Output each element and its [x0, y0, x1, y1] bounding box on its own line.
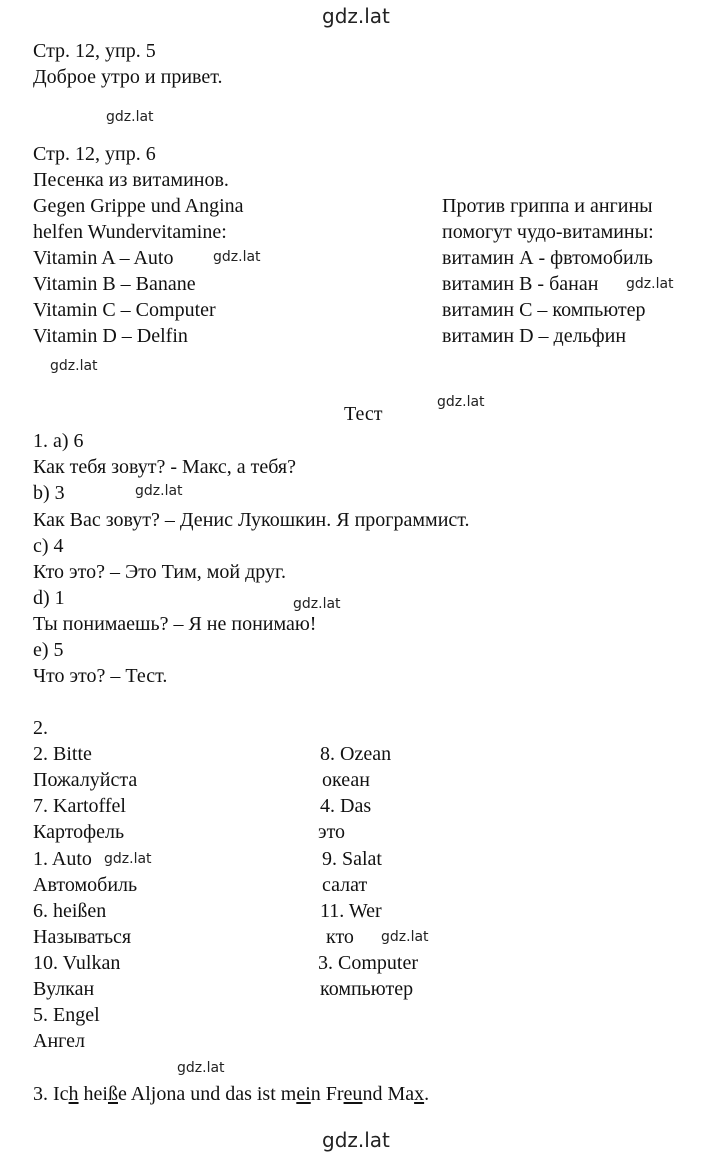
q2-left-item: Вулкан	[33, 978, 95, 1000]
song-line-de: Gegen Grippe und Angina	[33, 195, 244, 217]
q3-underlined-letters: ß	[107, 1083, 118, 1105]
q3-text: nd Ma	[362, 1083, 415, 1105]
watermark: gdz.lat	[106, 109, 154, 125]
song-line-ru: витамин В - банан	[442, 273, 599, 295]
song-line-ru: Против гриппа и ангины	[442, 195, 653, 217]
test-title: Тест	[344, 403, 383, 425]
q2-right-item: компьютер	[320, 978, 414, 1000]
watermark: gdz.lat	[177, 1060, 225, 1076]
watermark-bottom: gdz.lat	[322, 1128, 390, 1152]
song-line-de: Vitamin C – Computer	[33, 299, 216, 321]
ex5-heading: Стр. 12, упр. 5	[33, 40, 156, 62]
q3-text: e Aljona und das ist m	[117, 1083, 297, 1105]
ex6-heading: Стр. 12, упр. 6	[33, 143, 156, 165]
q1-line: d) 1	[33, 587, 65, 609]
q3-underlined-letters: eu	[343, 1083, 363, 1105]
q3-sentence	[33, 1081, 429, 1107]
q3-underlined-letters: h	[68, 1083, 79, 1105]
watermark: gdz.lat	[437, 394, 485, 410]
q2-right-item: салат	[322, 874, 368, 896]
q2-number: 2.	[33, 717, 48, 739]
q1-line: Как Вас зовут? – Денис Лукошкин. Я программист.	[33, 509, 470, 531]
q1-line: e) 5	[33, 639, 64, 661]
q2-left-item: 10. Vulkan	[33, 952, 121, 974]
watermark: gdz.lat	[293, 596, 341, 612]
q1-line: b) 3	[33, 482, 65, 504]
q2-right-item: 9. Salat	[322, 848, 382, 870]
watermark: gdz.lat	[104, 851, 152, 867]
q1-line: Что это? – Тест.	[33, 665, 168, 687]
q1-line: Как тебя зовут? - Макс, а тебя?	[33, 456, 296, 478]
q2-left-item: Ангел	[33, 1030, 85, 1052]
song-line-de: Vitamin A – Auto	[33, 247, 174, 269]
q3-text: n Fr	[310, 1083, 344, 1105]
song-line-de: Vitamin B – Banane	[33, 273, 196, 295]
q3-underlined-letters: ei	[296, 1083, 311, 1105]
q3-underlined-letters: x	[414, 1083, 425, 1105]
song-line-ru: витамин D – дельфин	[442, 325, 627, 347]
q1-line: Ты понимаешь? – Я не понимаю!	[33, 613, 317, 635]
watermark: gdz.lat	[381, 929, 429, 945]
song-line-de: Vitamin D – Delfin	[33, 325, 188, 347]
q2-left-item: 5. Engel	[33, 1004, 100, 1026]
song-line-ru: витамин А - фвтомобиль	[442, 247, 653, 269]
q3-text: hei	[78, 1083, 108, 1105]
q2-left-item: Картофель	[33, 821, 125, 843]
song-line-ru: помогут чудо-витамины:	[442, 221, 654, 243]
q1-line: c) 4	[33, 535, 64, 557]
q2-left-item: 7. Kartoffel	[33, 795, 126, 817]
q2-right-item: кто	[326, 926, 354, 948]
q2-right-item: океан	[322, 769, 370, 791]
q2-right-item: это	[318, 821, 346, 843]
q2-left-item: 2. Bitte	[33, 743, 92, 765]
q1-line: 1. a) 6	[33, 430, 84, 452]
song-line-ru: витамин С – компьютер	[442, 299, 646, 321]
q2-left-item: Автомобиль	[33, 874, 138, 896]
q2-right-item: 3. Computer	[318, 952, 418, 974]
ex6-title: Песенка из витаминов.	[33, 169, 229, 191]
q2-left-item: Называться	[33, 926, 132, 948]
watermark: gdz.lat	[213, 249, 261, 265]
q2-right-item: 11. Wer	[320, 900, 382, 922]
q1-line: Кто это? – Это Тим, мой друг.	[33, 561, 286, 583]
q2-left-item: 6. heißen	[33, 900, 107, 922]
q2-right-item: 4. Das	[320, 795, 372, 817]
q3-text: .	[424, 1083, 430, 1105]
watermark: gdz.lat	[626, 276, 674, 292]
watermark: gdz.lat	[50, 358, 98, 374]
song-line-de: helfen Wundervitamine:	[33, 221, 227, 243]
watermark-top: gdz.lat	[322, 4, 390, 28]
watermark: gdz.lat	[135, 483, 183, 499]
q2-left-item: Пожалуйста	[33, 769, 138, 791]
q2-left-item: 1. Auto	[33, 848, 92, 870]
q3-text: 3. Ic	[33, 1083, 69, 1105]
q2-right-item: 8. Ozean	[320, 743, 392, 765]
ex5-text: Доброе утро и привет.	[33, 66, 223, 88]
